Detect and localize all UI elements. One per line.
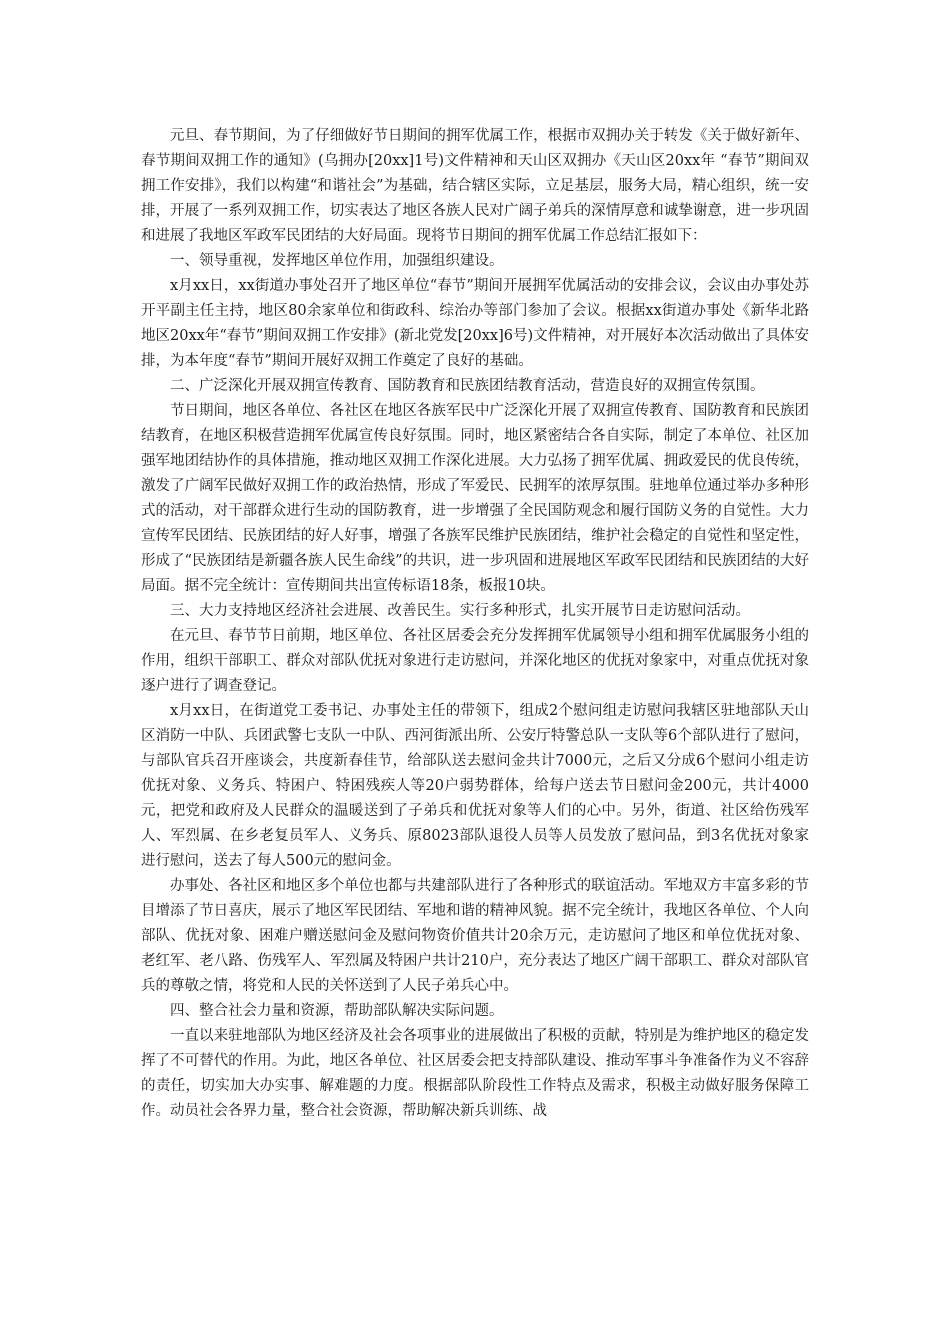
body-paragraph: 一直以来驻地部队为地区经济及社会各项事业的进展做出了积极的贡献，特别是为维护地区的稳定发挥了不可替代的作用。为此，地区各单位、社区居委会把支持部队建设、推动军事斗争准备作为义不容辞的责任，切实加大办实事、解难题的力度。根据部队阶段性工作特点及需求，积极主动做好服务保障工作。动员社会各界力量，整合社会资源，帮助解决新兵训练、战	[141, 1028, 809, 1119]
section-heading-4: 四、整合社会力量和资源，帮助部队解决实际问题。	[170, 1003, 504, 1019]
body-paragraph: 办事处、各社区和地区多个单位也都与共建部队进行了各种形式的联谊活动。军地双方丰富多彩的节目增添了节日喜庆，展示了地区军民团结、军地和谐的精神风貌。据不完全统计，我地区各单位、个人向部队、优抚对象、困难户赠送慰问金及慰问物资价值共计20余万元，走访慰问了地区和单位优抚对象、老红军、老八路、伤残军人、军烈属及特困户共计210户，充分表达了地区广阔干部职工、群众对部队官兵的尊敬之情，将党和人民的关怀送到了人民子弟兵心中。	[141, 878, 809, 994]
section-heading-3: 三、大力支持地区经济社会进展、改善民生。实行多种形式，扎实开展节日走访慰问活动。	[170, 603, 750, 619]
section-heading-2: 二、广泛深化开展双拥宣传教育、国防教育和民族团结教育活动，营造良好的双拥宣传氛围。	[170, 378, 765, 394]
body-paragraph: 在元旦、春节节日前期，地区单位、各社区居委会充分发挥拥军优属领导小组和拥军优属服务小组的作用，组织干部职工、群众对部队优抚对象进行走访慰问，并深化地区的优抚对象家中，对重点优抚对象逐户进行了调查登记。	[141, 628, 809, 694]
body-paragraph: x月xx日，在街道党工委书记、办事处主任的带领下，组成2个慰问组走访慰问我辖区驻地部队天山区消防一中队、兵团武警七支队一中队、西河街派出所、公安厅特警总队一支队等6个部队进行了慰问，与部队官兵召开座谈会，共度新春佳节，给部队送去慰问金共计7000元，之后又分成6个慰问小组走访优抚对象、义务兵、特困户、特困残疾人等20户弱势群体，给每户送去节日慰问金200元，共计4000元，把党和政府及人民群众的温暖送到了子弟兵和优抚对象等人们的心中。另外，街道、社区给伤残军人、军烈属、在乡老复员军人、义务兵、原8023部队退役人员等人员发放了慰问品，到3名优抚对象家进行慰问，送去了每人500元的慰问金。	[141, 703, 809, 869]
body-paragraph: x月xx日，xx街道办事处召开了地区单位“春节”期间开展拥军优属活动的安排会议，会议由办事处苏开平副主任主持，地区80余家单位和街政科、综治办等部门参加了会议。根据xx街道办事处《新华北路地区20xx年“春节”期间双拥工作安排》(新北党发[20xx]6号)文件精神，对开展好本次活动做出了具体安排，为本年度“春节”期间开展好双拥工作奠定了良好的基础。	[141, 278, 809, 369]
section-heading-1: 一、领导重视，发挥地区单位作用，加强组织建设。	[170, 253, 504, 269]
intro-paragraph: 元旦、春节期间，为了仔细做好节日期间的拥军优属工作，根据市双拥办关于转发《关于做好新年、春节期间双拥工作的通知》(乌拥办[20xx]1号)文件精神和天山区双拥办《天山区20xx年 “春节”期间双拥工作安排》，我们以构建“和谐社会”为基础，结合辖区实际，立足基层，服务大局，精心组织，统一安排，开展了一系列双拥工作，切实表达了地区各族人民对广阔子弟兵的深情厚意和诚挚谢意，进一步巩固和进展了我地区军政军民团结的大好局面。现将节日期间的拥军优属工作总结汇报如下：	[141, 128, 809, 244]
body-paragraph: 节日期间，地区各单位、各社区在地区各族军民中广泛深化开展了双拥宣传教育、国防教育和民族团结教育，在地区积极营造拥军优属宣传良好氛围。同时，地区紧密结合各自实际，制定了本单位、社区加强军地团结协作的具体措施，推动地区双拥工作深化进展。大力弘扬了拥军优属、拥政爱民的优良传统，激发了广阔军民做好双拥工作的政治热情，形成了军爱民、民拥军的浓厚氛围。驻地单位通过举办多种形式的活动，对干部群众进行生动的国防教育，进一步增强了全民国防观念和履行国防义务的自觉性。大力宣传军民团结、民族团结的好人好事，增强了各族军民维护民族团结，维护社会稳定的自觉性和坚定性，形成了“民族团结是新疆各族人民生命线”的共识，进一步巩固和进展地区军政军民团结和民族团结的大好局面。据不完全统计：宣传期间共出宣传标语18条，板报10块。	[141, 403, 809, 594]
document-body	[141, 124, 809, 1124]
